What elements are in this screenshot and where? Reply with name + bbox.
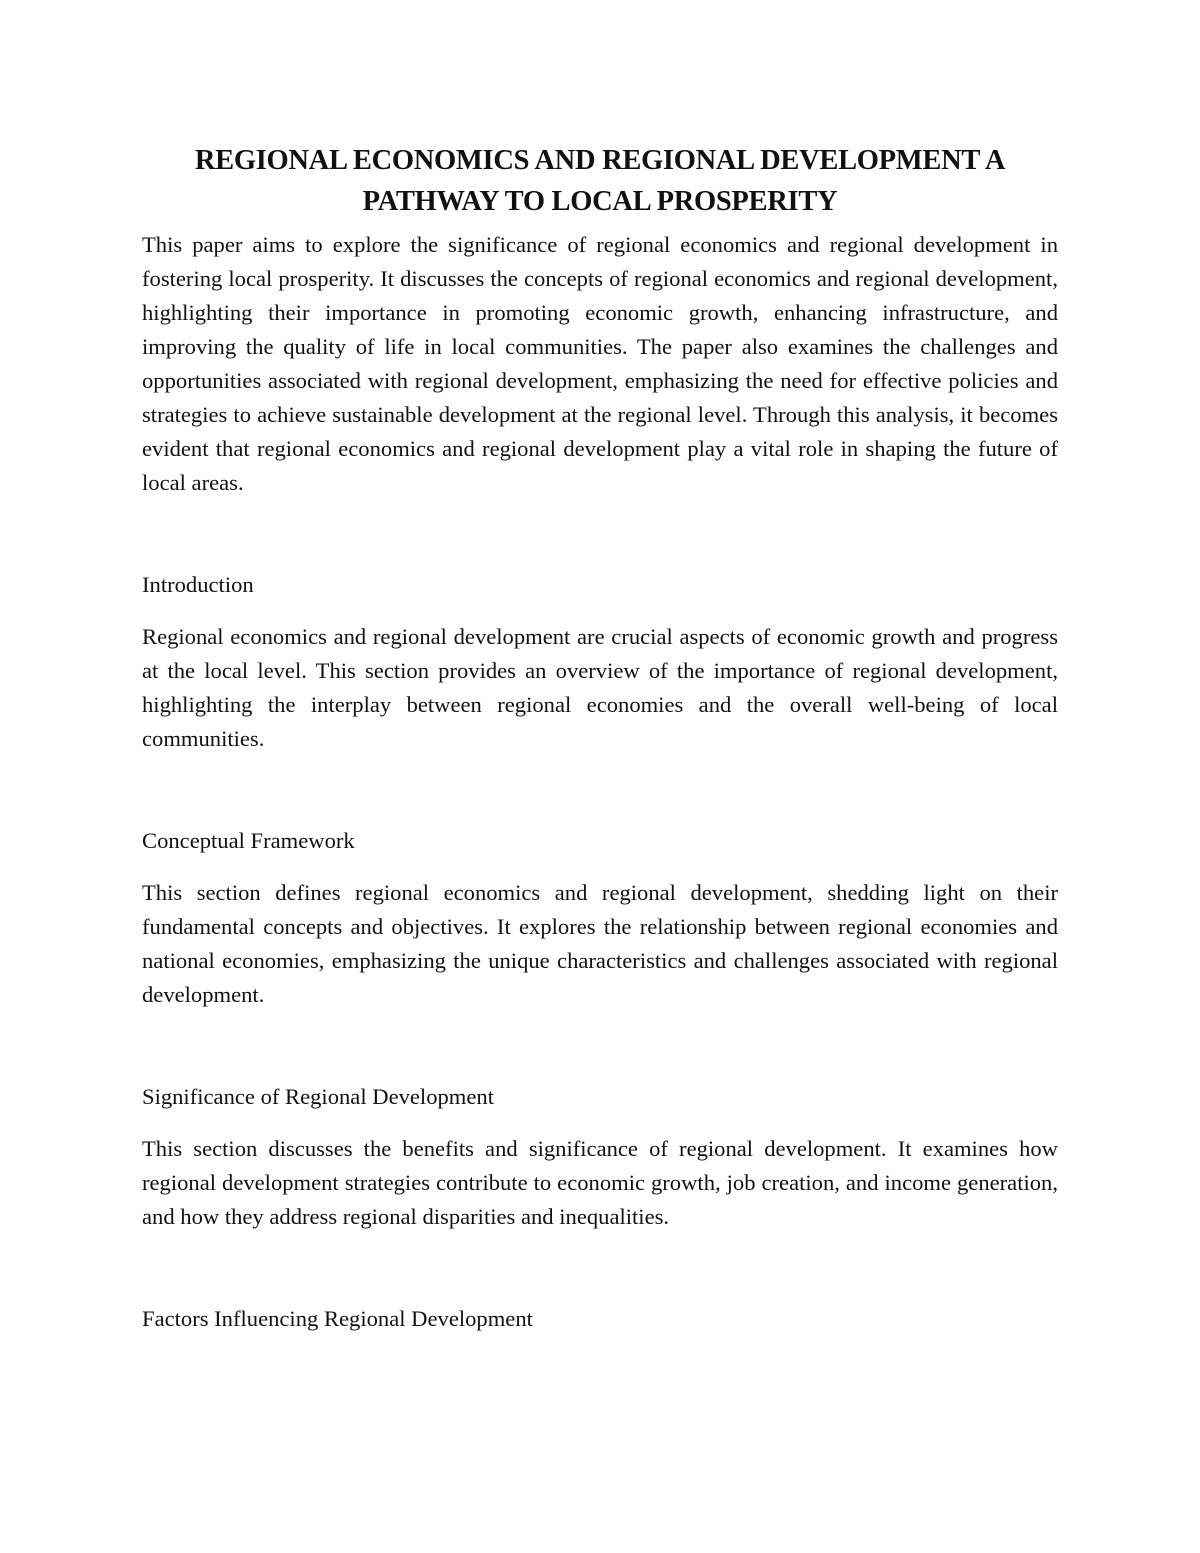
spacer bbox=[142, 1234, 1058, 1302]
spacer bbox=[142, 1012, 1058, 1080]
spacer bbox=[142, 756, 1058, 824]
section-heading-conceptual-framework: Conceptual Framework bbox=[142, 828, 355, 853]
section-body-introduction: Regional economics and regional development are crucial aspects of economic growth and progress at the local level. This section provides an overview of the importance of regional development, highlighting the interplay between regional economies and the overall well-being of local communities. bbox=[142, 624, 1058, 751]
section-body-conceptual-framework: This section defines regional economics and regional development, shedding light on their fundamental concepts and objectives. It explores the relationship between regional economies and national economies, emphasizing the unique characteristics and challenges associated with regional development. bbox=[142, 880, 1058, 1007]
title-line-2: PATHWAY TO LOCAL PROSPERITY bbox=[362, 186, 838, 217]
section-heading-introduction: Introduction bbox=[142, 572, 254, 597]
spacer bbox=[142, 602, 1058, 620]
spacer bbox=[142, 1114, 1058, 1132]
spacer bbox=[142, 500, 1058, 568]
document-title bbox=[142, 140, 1058, 222]
section-heading-factors: Factors Influencing Regional Development bbox=[142, 1306, 533, 1331]
title-line-1: REGIONAL ECONOMICS AND REGIONAL DEVELOPMENT A bbox=[194, 145, 1006, 176]
section-body-significance: This section discusses the benefits and significance of regional development. It examines how regional development strategies contribute to economic growth, job creation, and income generation, and how they address regional disparities and inequalities. bbox=[142, 1136, 1058, 1229]
abstract-paragraph: This paper aims to explore the significance of regional economics and regional development in fostering local prosperity. It discusses the concepts of regional economics and regional development, highlighting their importance in promoting economic growth, enhancing infrastructure, and improving the quality of life in local communities. The paper also examines the challenges and opportunities associated with regional development, emphasizing the need for effective policies and strategies to achieve sustainable development at the regional level. Through this analysis, it becomes evident that regional economics and regional development play a vital role in shaping the future of local areas. bbox=[142, 232, 1058, 495]
document-body bbox=[142, 140, 1058, 1336]
section-heading-significance: Significance of Regional Development bbox=[142, 1084, 494, 1109]
spacer bbox=[142, 858, 1058, 876]
